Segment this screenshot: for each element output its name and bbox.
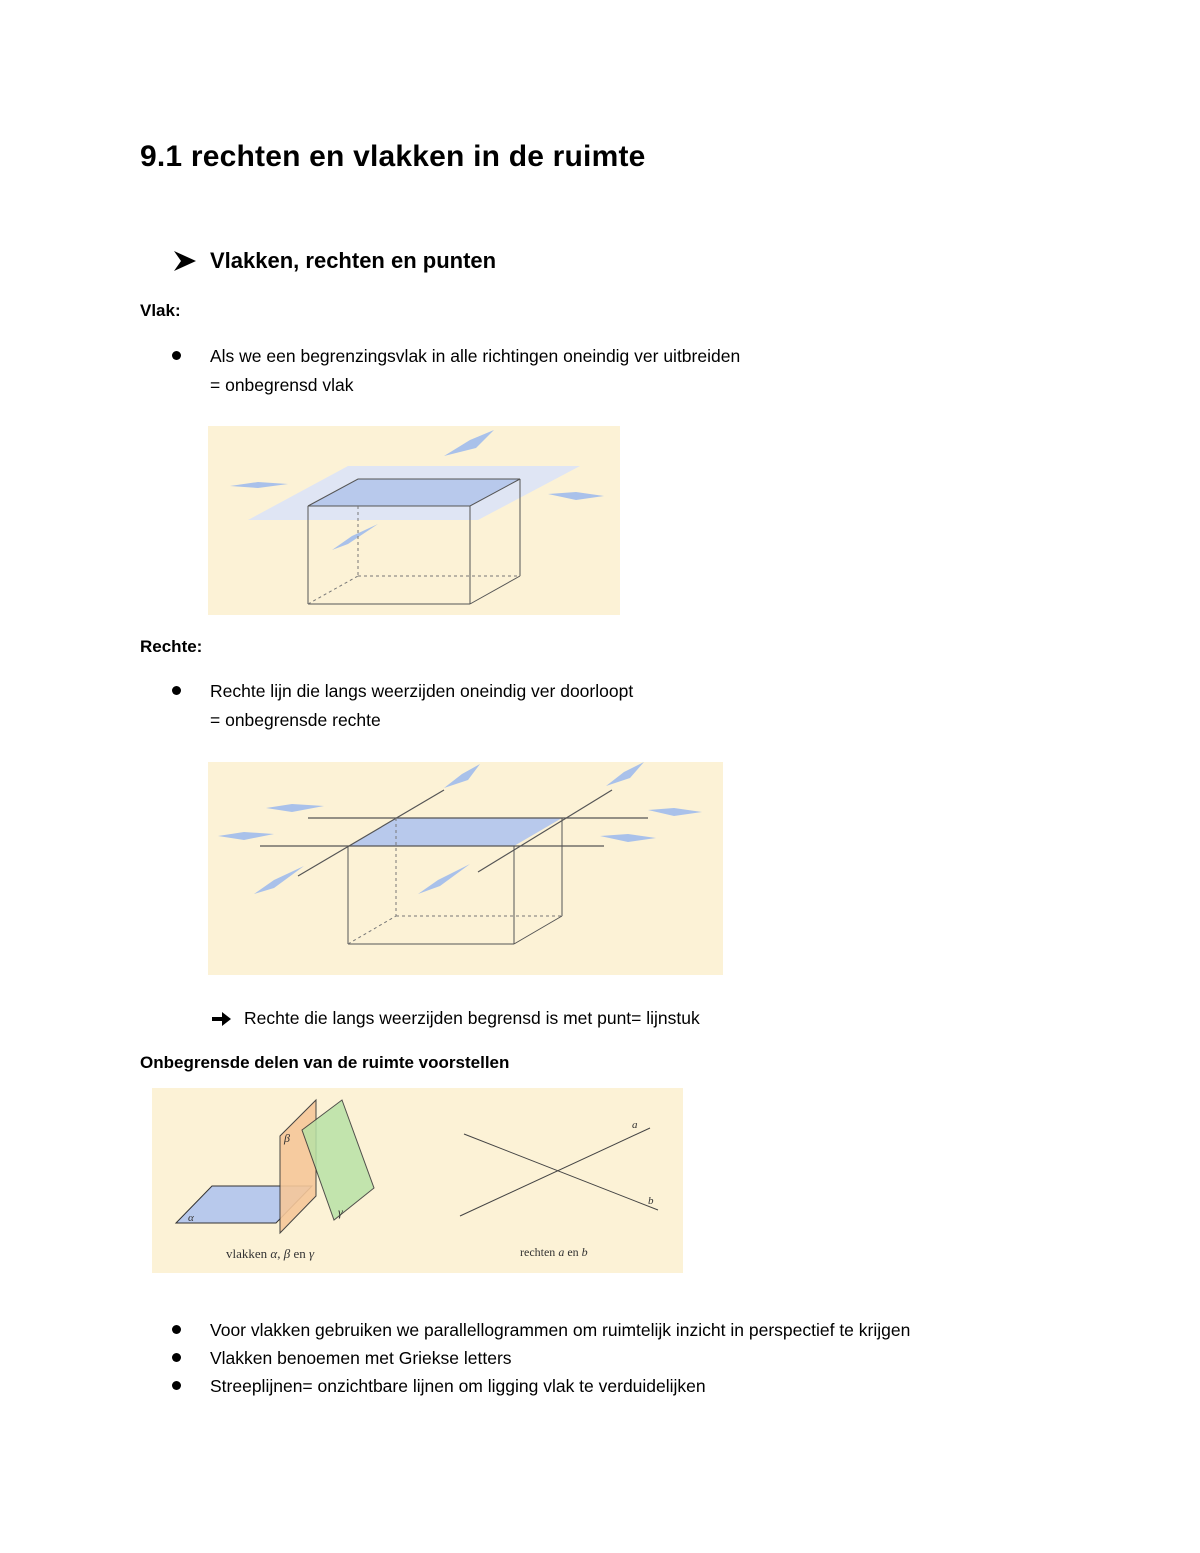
figure-onbegrensd-vlak [208, 426, 620, 615]
left-caption [226, 1246, 315, 1261]
section-heading [172, 248, 496, 274]
plane-beta [280, 1100, 316, 1233]
arrow-up-left [444, 764, 480, 788]
arrow-down [332, 524, 378, 550]
lijnstuk-note [210, 1008, 700, 1029]
arrowhead-icon [172, 248, 198, 274]
vlak-bullet-line2: = onbegrensd vlak [210, 375, 354, 395]
label-a: a [632, 1119, 638, 1131]
line-a [460, 1128, 650, 1216]
left-caption-alpha: α [270, 1246, 278, 1261]
vlak-label: Vlak: [140, 301, 181, 320]
list-item [172, 1316, 1132, 1344]
bullet-dot [172, 351, 181, 360]
rechte-bullet-line1: Rechte lijn die langs weerzijden oneindig ver doorloopt [210, 681, 634, 701]
arrow-left-mid [218, 832, 274, 840]
box-top-face [348, 818, 562, 846]
left-caption-beta: β [283, 1246, 291, 1261]
label-beta: β [284, 1131, 290, 1145]
figure-vlakken-rechten [152, 1088, 683, 1273]
left-caption-prefix: vlakken [226, 1246, 271, 1261]
rechte-bullet [172, 677, 1072, 737]
arrow-down-left [254, 866, 304, 894]
line-b [464, 1134, 658, 1210]
label-alpha: α [188, 1212, 194, 1224]
arrow-left-top [266, 804, 324, 812]
right-caption-a: a [558, 1245, 565, 1259]
vlak-bullet [172, 342, 1072, 402]
list-item-text: Voor vlakken gebruiken we parallellogrammen om ruimtelijk inzicht in perspectief te krijgen [210, 1320, 911, 1340]
arrow-up [444, 430, 494, 456]
list-item [172, 1372, 1132, 1400]
right-caption-en: en [564, 1245, 582, 1259]
bullet-dot [172, 686, 181, 695]
right-caption-b: b [581, 1245, 588, 1259]
left-caption-sep: , [277, 1246, 284, 1261]
bullet-dot [172, 1325, 181, 1334]
right-caption-prefix: rechten [520, 1245, 559, 1259]
page-title: 9.1 rechten en vlakken in de ruimte [140, 140, 646, 173]
left-caption-gamma: γ [309, 1246, 315, 1261]
list-item-text: Vlakken benoemen met Griekse letters [210, 1348, 512, 1368]
arrow-right-mid [600, 834, 656, 842]
right-caption [520, 1245, 588, 1259]
list-item [172, 1344, 1132, 1372]
vlak-bullet-line1: Als we een begrenzingsvlak in alle richtingen oneindig ver uitbreiden [210, 346, 741, 366]
arrow-left [230, 482, 288, 488]
onbegrensd-label: Onbegrensde delen van de ruimte voorstellen [140, 1053, 510, 1072]
right-arrow-icon [210, 1009, 232, 1029]
arrow-down-right [418, 864, 470, 894]
bullet-dot [172, 1381, 181, 1390]
bullet-dot [172, 1353, 181, 1362]
rechte-bullet-line2: = onbegrensde rechte [210, 710, 381, 730]
label-gamma: γ [338, 1205, 343, 1219]
lijnstuk-note-text: Rechte die langs weerzijden begrensd is met punt= lijnstuk [244, 1008, 700, 1028]
label-b: b [648, 1195, 654, 1207]
figure-onbegrensde-rechte [208, 762, 723, 975]
arrow-right [548, 492, 604, 500]
arrow-right-top [648, 808, 702, 816]
rechte-label: Rechte: [140, 637, 203, 656]
section-heading-text: Vlakken, rechten en punten [210, 248, 497, 273]
arrow-up-right [606, 762, 644, 786]
left-caption-en: en [290, 1246, 309, 1261]
list-item-text: Streeplijnen= onzichtbare lijnen om ligging vlak te verduidelijken [210, 1376, 706, 1396]
